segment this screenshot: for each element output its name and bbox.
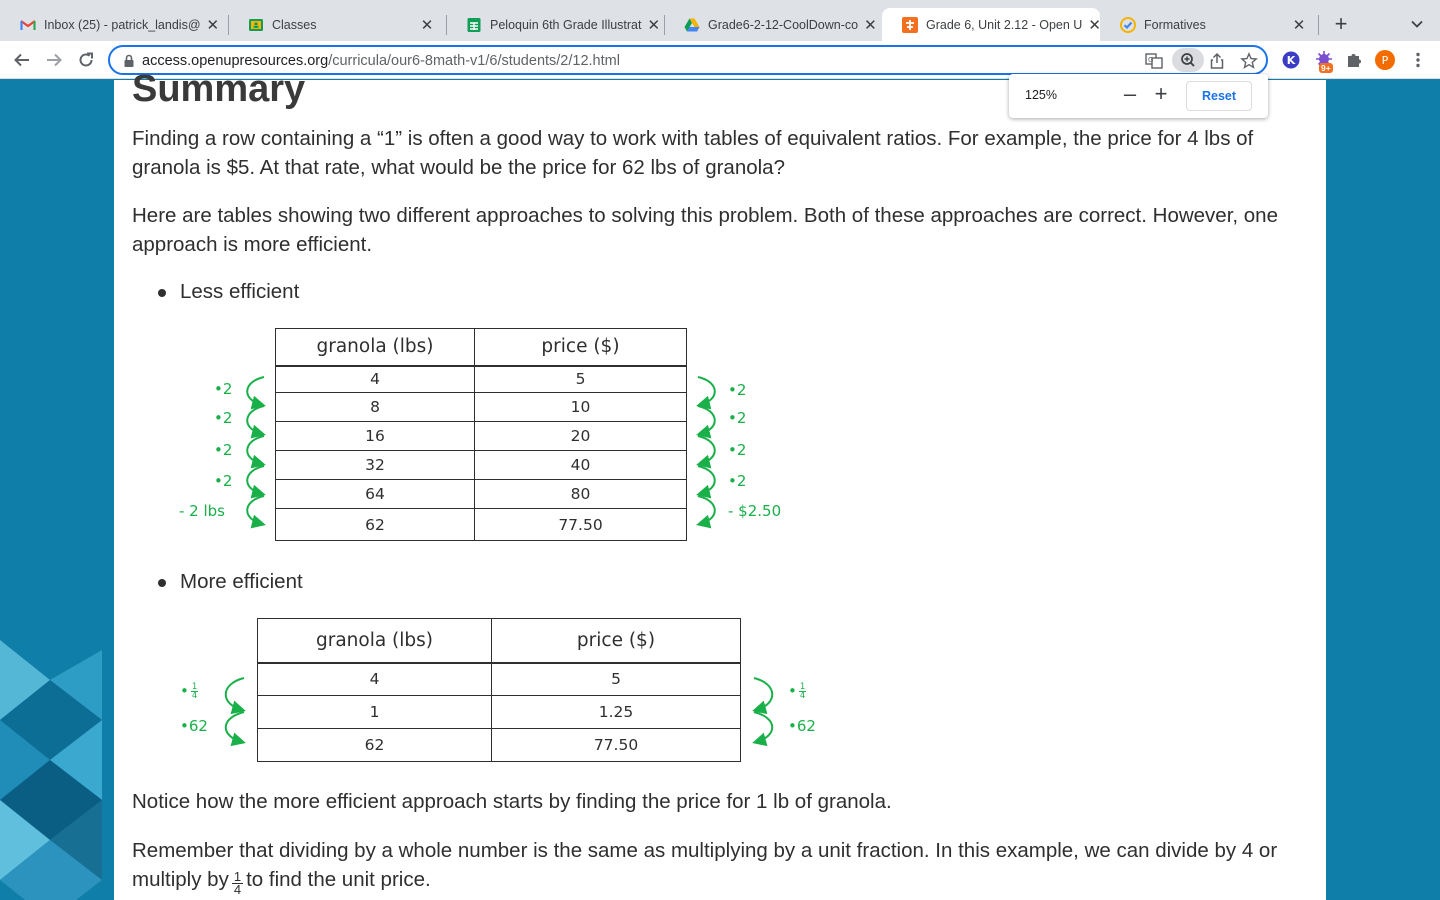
web-page — [0, 68, 1440, 900]
table-row — [258, 729, 741, 762]
cell-price: 5 — [475, 366, 687, 393]
tab-title: Inbox (25) - patrick_landis@ — [44, 17, 201, 32]
annotation-left-fraction — [180, 682, 198, 700]
annotation-left: •2 — [214, 409, 233, 427]
fraction-denominator: 4 — [799, 691, 806, 701]
bullet-more-efficient: More efficient — [180, 570, 303, 593]
reload-icon[interactable] — [74, 49, 98, 71]
paragraph-notice: Notice how the more efficient approach starts by finding the price for 1 lb of granola. — [132, 790, 892, 813]
cell-price: 77.50 — [492, 729, 741, 762]
virus-extension-icon[interactable] — [1314, 50, 1334, 73]
header-price: price ($) — [492, 619, 741, 663]
left-curved-arrows — [214, 672, 254, 752]
bullet-less-efficient: Less efficient — [180, 280, 300, 303]
table-row — [258, 663, 741, 696]
close-icon[interactable]: ✕ — [206, 16, 220, 34]
annotation-left: - 2 lbs — [179, 502, 225, 520]
cell-price: 80 — [475, 480, 687, 509]
tab-title: Grade6-2-12-CoolDown-co — [708, 17, 859, 32]
profile-initial: P — [1381, 54, 1389, 67]
svg-text:G: G — [1148, 56, 1154, 64]
translate-icon[interactable] — [1145, 52, 1163, 70]
annotation-left: •2 — [214, 380, 233, 398]
close-icon[interactable]: ✕ — [420, 16, 434, 34]
extensions-puzzle-icon[interactable] — [1344, 50, 1364, 70]
decorative-pattern — [0, 640, 114, 900]
bullet-dot — [158, 579, 166, 587]
tab-strip — [0, 0, 1440, 41]
left-curved-arrows — [236, 370, 276, 530]
cell-granola: 32 — [276, 451, 475, 480]
annotation-right: - $2.50 — [728, 502, 782, 520]
cell-price: 5 — [492, 663, 741, 696]
tab-gmail[interactable] — [0, 8, 228, 41]
annotation-right-fraction — [788, 682, 806, 700]
tab-search-icon[interactable] — [1406, 13, 1428, 35]
annotation-prefix: • — [180, 682, 189, 700]
cell-granola: 62 — [276, 509, 475, 541]
google-classroom-icon — [248, 17, 264, 33]
bookmark-star-icon[interactable] — [1240, 52, 1258, 70]
zoom-out-button[interactable]: – — [1123, 81, 1137, 106]
right-curved-arrows — [694, 370, 734, 530]
paragraph-text: Remember that dividing by a whole number is the same as multiplying by a unit fraction. In this example, we can divide by 4 or multiply by — [132, 839, 1278, 891]
close-icon[interactable]: ✕ — [864, 16, 877, 34]
zoom-level-text: 125% — [1025, 88, 1057, 102]
table-row — [276, 509, 687, 541]
google-sheets-icon — [466, 17, 482, 33]
open-up-resources-icon — [902, 17, 918, 33]
fraction-denominator: 4 — [233, 881, 242, 897]
fraction — [232, 868, 243, 897]
tab-title: Classes — [272, 17, 317, 32]
share-icon[interactable] — [1208, 52, 1226, 70]
paragraph-intro: Finding a row containing a “1” is often a good way to work with tables of equivalent ratios. For example, the price for 4 lbs of granola is $5. At that rate, what would be the price for 62 lbs of granola? — [132, 127, 1254, 179]
table-row — [276, 422, 687, 451]
annotation-left: •62 — [180, 717, 208, 735]
annotation-right: •62 — [788, 717, 816, 735]
annotation-left: •2 — [214, 441, 233, 459]
url-text[interactable] — [142, 53, 620, 69]
fraction-numerator: 1 — [233, 868, 242, 884]
header-granola: granola (lbs) — [258, 619, 492, 663]
new-tab-button[interactable]: + — [1334, 11, 1348, 36]
tab-open-up-active[interactable] — [882, 8, 1100, 41]
cell-granola: 1 — [258, 696, 492, 729]
google-drive-icon — [684, 17, 700, 33]
right-curved-arrows — [750, 672, 790, 752]
annotation-right: •2 — [728, 409, 747, 427]
table-row — [258, 696, 741, 729]
tab-title: Grade 6, Unit 2.12 - Open U — [926, 17, 1083, 32]
zoom-popup — [1009, 74, 1268, 118]
cell-granola: 16 — [276, 422, 475, 451]
tab-cooldown[interactable] — [664, 8, 882, 41]
table-row — [276, 480, 687, 509]
annotation-left: •2 — [214, 472, 233, 490]
cell-granola: 4 — [258, 663, 492, 696]
close-icon[interactable]: ✕ — [647, 16, 661, 34]
url-path: /curricula/our6-8math-v1/6/students/2/12.html — [328, 53, 620, 69]
back-icon[interactable] — [10, 49, 34, 71]
table-row — [276, 451, 687, 480]
zoom-reset-button[interactable]: Reset — [1186, 81, 1252, 111]
tab-peloquin[interactable] — [446, 8, 664, 41]
annotation-right: •2 — [728, 381, 747, 399]
url-host: access.openupresources.org — [142, 53, 329, 69]
cell-price: 40 — [475, 451, 687, 480]
cell-granola: 4 — [276, 366, 475, 393]
gmail-icon — [20, 17, 36, 33]
tab-formatives[interactable] — [1100, 8, 1318, 41]
cell-granola: 62 — [258, 729, 492, 762]
forward-icon[interactable] — [42, 49, 66, 71]
fraction-numerator: 1 — [799, 682, 806, 692]
annotation-right: •2 — [728, 441, 747, 459]
tab-separator — [1318, 15, 1319, 35]
cell-price: 77.50 — [475, 509, 687, 541]
close-icon[interactable]: ✕ — [1292, 16, 1306, 34]
zoom-icon[interactable] — [1172, 48, 1204, 72]
tab-title: Formatives — [1144, 17, 1206, 32]
table-row — [276, 393, 687, 422]
tab-title: Peloquin 6th Grade Illustrat — [490, 17, 642, 32]
extension-badge: 9+ — [1321, 63, 1331, 73]
fraction — [799, 683, 806, 700]
fraction-numerator: 1 — [191, 682, 198, 692]
close-icon[interactable]: ✕ — [1088, 16, 1101, 34]
content-panel — [114, 68, 1326, 900]
header-price: price ($) — [475, 329, 687, 366]
page-title: Summary — [132, 68, 306, 110]
paragraph-text: to find the unit price. — [246, 867, 431, 891]
tab-classes[interactable] — [228, 8, 446, 41]
menu-kebab-icon[interactable] — [1408, 50, 1428, 70]
kami-initial: K — [1286, 54, 1296, 67]
paragraph-remember — [132, 837, 1302, 897]
formative-icon — [1120, 17, 1136, 33]
header-granola: granola (lbs) — [276, 329, 475, 366]
paragraph-approaches: Here are tables showing two different approaches to solving this problem. Both of these approaches are correct. However, one approach is more efficient. — [132, 204, 1278, 256]
table-row — [276, 366, 687, 393]
profile-avatar[interactable] — [1375, 50, 1395, 70]
table-less-efficient — [275, 328, 687, 541]
fraction — [191, 683, 198, 700]
annotation-prefix: • — [788, 682, 797, 700]
cell-price: 10 — [475, 393, 687, 422]
table-more-efficient — [257, 618, 741, 762]
bullet-dot — [158, 289, 166, 297]
cell-granola: 64 — [276, 480, 475, 509]
annotation-right: •2 — [728, 472, 747, 490]
kami-extension-icon[interactable] — [1281, 50, 1301, 70]
fraction-denominator: 4 — [191, 691, 198, 701]
zoom-in-button[interactable]: + — [1154, 81, 1168, 106]
cell-price: 20 — [475, 422, 687, 451]
cell-granola: 8 — [276, 393, 475, 422]
cell-price: 1.25 — [492, 696, 741, 729]
